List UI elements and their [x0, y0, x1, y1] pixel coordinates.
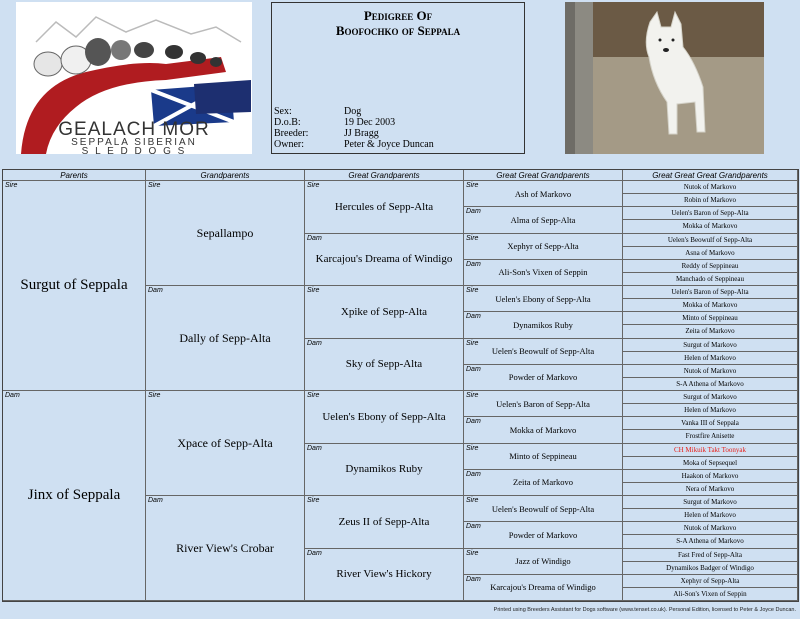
- info-value: 19 Dec 2003: [344, 117, 396, 128]
- gg-grandparent-name: Dynamikos Ruby: [513, 319, 573, 330]
- great-grandparent-cell: [305, 391, 464, 444]
- ggg-grandparent-cell: [623, 575, 798, 588]
- ggg-grandparent-cell: [623, 247, 798, 260]
- header-great-grandparents: Great Grandparents: [305, 170, 464, 181]
- sire-tag: Sire: [466, 444, 479, 452]
- ggg-grandparent-name: S-A Athena of Markovo: [676, 537, 744, 546]
- gg-grandparent-name: Powder of Markovo: [508, 372, 578, 383]
- info-label: D.o.B:: [274, 117, 301, 128]
- ggg-grandparent-cell: [623, 509, 798, 522]
- grandparent-name: River View's Crobar: [176, 540, 274, 555]
- ggg-grandparent-name: Robin of Markovo: [683, 196, 737, 205]
- info-label: Sex:: [274, 106, 292, 117]
- gg-grandparent-cell: [464, 444, 623, 470]
- gg-grandparent-cell: [464, 522, 623, 548]
- info-row-owner: [274, 139, 434, 150]
- ggg-grandparent-cell: [623, 260, 798, 273]
- great-grandparent-name: Dynamikos Ruby: [345, 463, 423, 476]
- header-parents: Parents: [3, 170, 146, 181]
- great-grandparent-name: River View's Hickory: [336, 568, 432, 581]
- dog-photo: [565, 2, 764, 154]
- footer-note: Printed using Breeders Assistant for Dogs software (www.tenset.co.uk). Personal Edition, licensed to Peter & Joyce Duncan.: [493, 607, 796, 613]
- gg-grandparent-cell: [464, 365, 623, 391]
- sire-tag: Sire: [5, 182, 18, 189]
- kennel-logo-name: GEALACH MOR: [58, 119, 210, 140]
- gg-grandparent-name: Powder of Markovo: [508, 529, 578, 540]
- great-grandparent-cell: [305, 496, 464, 549]
- sire-tag: Sire: [466, 234, 479, 242]
- gg-grandparent-cell: [464, 286, 623, 312]
- ggg-grandparent-name: Dynamikos Badger of Windigo: [666, 563, 754, 572]
- info-label: Owner:: [274, 139, 304, 150]
- ggg-grandparent-cell: [623, 496, 798, 509]
- gg-grandparent-name: Jazz of Windigo: [515, 556, 571, 567]
- info-value: JJ Bragg: [344, 128, 379, 139]
- ggg-grandparent-name: Uelen's Beowulf of Sepp-Alta: [667, 235, 753, 244]
- ggg-grandparent-cell: [623, 444, 798, 457]
- ggg-grandparent-cell: [623, 549, 798, 562]
- dam-tag: Dam: [307, 549, 322, 557]
- ggg-grandparent-name: Moka of Sepsequel: [682, 458, 738, 467]
- great-grandparent-name: Zeus II of Sepp-Alta: [338, 515, 430, 528]
- grandparent-cell: [146, 181, 305, 286]
- dam-tag: Dam: [466, 365, 481, 373]
- ggg-grandparent-cell: [623, 378, 798, 391]
- ggg-grandparent-cell: [623, 194, 798, 207]
- dog-name-title: Boofochko of Seppala: [335, 23, 461, 38]
- sire-tag: Sire: [307, 182, 320, 189]
- great-grandparent-name: Uelen's Ebony of Sepp-Alta: [322, 410, 446, 423]
- parent-name: Surgut of Seppala: [20, 277, 128, 293]
- gg-grandparent-cell: [464, 181, 623, 207]
- dam-tag: Dam: [466, 418, 481, 426]
- info-row-dob: [274, 117, 434, 128]
- gg-grandparent-name: Zeita of Markovo: [513, 477, 573, 488]
- ggg-grandparent-cell: [623, 365, 798, 378]
- dam-tag: Dam: [466, 575, 481, 583]
- sire-tag: Sire: [307, 497, 320, 504]
- gg-grandparent-name: Ali-Son's Vixen of Seppin: [498, 267, 588, 278]
- gg-grandparent-name: Uelen's Beowulf of Sepp-Alta: [491, 503, 595, 514]
- parent-cell: [3, 391, 146, 601]
- ggg-grandparent-cell: [623, 273, 798, 286]
- header-grandparents: Grandparents: [146, 170, 305, 181]
- ggg-grandparent-cell: [623, 339, 798, 352]
- ggg-grandparent-name: Nutok of Markovo: [683, 524, 737, 533]
- ggg-grandparent-name: Helen of Markovo: [684, 406, 736, 415]
- ggg-grandparent-name: Mokka of Markovo: [682, 222, 738, 231]
- great-grandparent-name: Karcajou's Dreama of Windigo: [315, 253, 453, 266]
- logo-subtitle-line-1: SEPPALA SIBERIAN: [71, 137, 197, 148]
- ggg-grandparent-cell: [623, 181, 798, 194]
- header-ggg-grandparents: Great Great Great Grandparents: [623, 170, 798, 181]
- gg-grandparent-cell: [464, 339, 623, 365]
- grandparent-name: Xpace of Sepp-Alta: [177, 435, 273, 450]
- header-gg-grandparents: Great Great Grandparents: [464, 170, 623, 181]
- dog-info-list: [274, 106, 434, 150]
- kennel-logo-subtitle: [16, 138, 252, 154]
- ggg-grandparent-cell: [623, 234, 798, 247]
- gg-grandparent-name: Minto of Seppineau: [509, 451, 577, 462]
- gg-grandparent-cell: [464, 417, 623, 443]
- gg-grandparent-cell: [464, 470, 623, 496]
- champion-name-highlight: CH Mikuik Takt Toonyak: [673, 445, 747, 454]
- pedigree-title-box: [271, 2, 525, 154]
- logo-subtitle-line-2: S L E D D O G S: [81, 146, 187, 154]
- ggg-grandparent-cell: [623, 352, 798, 365]
- dam-tag: Dam: [466, 313, 481, 321]
- gg-grandparent-name: Xephyr of Sepp-Alta: [507, 241, 579, 252]
- sire-tag: Sire: [307, 392, 320, 399]
- ggg-grandparent-cell: [623, 299, 798, 312]
- gg-grandparent-name: Uelen's Ebony of Sepp-Alta: [495, 293, 591, 304]
- sire-tag: Sire: [466, 339, 479, 347]
- sire-tag: Sire: [466, 497, 479, 504]
- great-grandparent-cell: [305, 549, 464, 602]
- sire-tag: Sire: [466, 549, 479, 557]
- info-value: Peter & Joyce Duncan: [344, 139, 434, 150]
- ggg-grandparent-name: Nutok of Markovo: [683, 183, 737, 192]
- great-grandparent-cell: [305, 339, 464, 392]
- ggg-grandparent-cell: [623, 325, 798, 338]
- ggg-grandparent-name: Fast Fred of Sepp-Alta: [678, 550, 742, 559]
- gg-grandparent-name: Ash of Markovo: [514, 188, 572, 199]
- ggg-grandparent-cell: [623, 391, 798, 404]
- sire-tag: Sire: [466, 287, 479, 294]
- dam-tag: Dam: [307, 444, 322, 452]
- great-grandparent-name: Hercules of Sepp-Alta: [334, 200, 434, 213]
- parent-cell: [3, 181, 146, 391]
- pedigree-title: [272, 8, 524, 38]
- ggg-grandparent-cell: [623, 522, 798, 535]
- ggg-grandparent-cell: [623, 562, 798, 575]
- ggg-grandparent-name: Surgut of Markovo: [683, 498, 737, 507]
- ggg-grandparent-name: Frostfire Anisette: [685, 432, 735, 441]
- ggg-grandparent-name: Surgut of Markovo: [683, 393, 737, 402]
- ggg-grandparent-cell: [623, 220, 798, 233]
- ggg-grandparent-name: Ali-Son's Vixen of Seppin: [673, 589, 747, 598]
- info-row-sex: [274, 106, 434, 117]
- great-grandparent-cell: [305, 181, 464, 234]
- grandparent-cell: [146, 286, 305, 391]
- ggg-grandparent-name: Minto of Seppineau: [682, 314, 738, 323]
- pedigree-table: [2, 169, 799, 602]
- great-grandparent-cell: [305, 286, 464, 339]
- kennel-logo: [16, 2, 252, 154]
- grandparent-name: Dally of Sepp-Alta: [179, 330, 271, 345]
- dam-tag: Dam: [466, 470, 481, 478]
- sire-tag: Sire: [466, 182, 479, 189]
- gg-grandparent-cell: [464, 549, 623, 575]
- ggg-grandparent-name: Uelen's Baron of Sepp-Alta: [671, 209, 749, 218]
- ggg-grandparent-name: S-A Athena of Markovo: [676, 379, 744, 388]
- great-grandparent-name: Xpike of Sepp-Alta: [340, 305, 428, 318]
- ggg-grandparent-name: Haakon of Markovo: [681, 471, 739, 480]
- parent-name: Jinx of Seppala: [27, 487, 121, 503]
- ggg-grandparent-cell: [623, 286, 798, 299]
- ggg-grandparent-cell: [623, 430, 798, 443]
- ggg-grandparent-cell: [623, 417, 798, 430]
- dam-tag: Dam: [148, 287, 163, 294]
- gg-grandparent-name: Uelen's Baron of Sepp-Alta: [496, 398, 590, 409]
- ggg-grandparent-cell: [623, 207, 798, 220]
- dam-tag: Dam: [307, 234, 322, 242]
- dam-tag: Dam: [466, 260, 481, 268]
- ggg-grandparent-name: Asna of Markovo: [685, 248, 735, 257]
- ggg-grandparent-cell: [623, 588, 798, 601]
- ggg-grandparent-name: Vanka III of Seppala: [681, 419, 739, 428]
- gg-grandparent-cell: [464, 575, 623, 601]
- ggg-grandparent-cell: [623, 535, 798, 548]
- ggg-grandparent-name: Reddy of Seppineau: [681, 261, 739, 270]
- gg-grandparent-cell: [464, 391, 623, 417]
- gg-grandparent-cell: [464, 260, 623, 286]
- great-grandparent-cell: [305, 234, 464, 287]
- grandparent-cell: [146, 391, 305, 496]
- dam-tag: Dam: [466, 208, 481, 216]
- dam-tag: Dam: [148, 497, 163, 504]
- ggg-grandparent-name: Helen of Markovo: [684, 511, 736, 520]
- sire-tag: Sire: [466, 392, 479, 399]
- ggg-grandparent-name: Manchado of Seppineau: [675, 274, 745, 283]
- ggg-grandparent-name: Mokka of Markovo: [682, 301, 738, 310]
- ggg-grandparent-cell: [623, 470, 798, 483]
- sire-tag: Sire: [148, 182, 161, 189]
- sire-tag: Sire: [307, 287, 320, 294]
- ggg-grandparent-name: Surgut of Markovo: [683, 340, 737, 349]
- info-row-breeder: [274, 128, 434, 139]
- ggg-grandparent-cell: [623, 483, 798, 496]
- gg-grandparent-name: Karcajou's Dreama of Windigo: [490, 582, 596, 593]
- dam-tag: Dam: [5, 392, 20, 399]
- info-label: Breeder:: [274, 128, 309, 139]
- gg-grandparent-name: Uelen's Beowulf of Sepp-Alta: [491, 346, 595, 357]
- gg-grandparent-name: Mokka of Markovo: [509, 424, 577, 435]
- gg-grandparent-cell: [464, 207, 623, 233]
- great-grandparent-cell: [305, 444, 464, 497]
- gg-grandparent-cell: [464, 312, 623, 338]
- gg-grandparent-cell: [464, 234, 623, 260]
- dam-tag: Dam: [466, 523, 481, 531]
- gg-grandparent-cell: [464, 496, 623, 522]
- ggg-grandparent-cell: [623, 312, 798, 325]
- ggg-grandparent-name: Zeita of Markovo: [685, 327, 735, 336]
- ggg-grandparent-cell: [623, 404, 798, 417]
- gg-grandparent-name: Alma of Sepp-Alta: [510, 214, 576, 225]
- ggg-grandparent-name: Nutok of Markovo: [683, 366, 737, 375]
- ggg-grandparent-name: Helen of Markovo: [684, 353, 736, 362]
- sire-tag: Sire: [148, 392, 161, 399]
- ggg-grandparent-cell: [623, 457, 798, 470]
- pedigree-title-line-1: Pedigree Of: [363, 8, 433, 23]
- ggg-grandparent-name: Nera of Markovo: [685, 484, 735, 493]
- grandparent-cell: [146, 496, 305, 601]
- dog-photo-graphic: [565, 2, 764, 154]
- ggg-grandparent-name: Uelen's Baron of Sepp-Alta: [671, 288, 749, 297]
- grandparent-name: Sepallampo: [196, 225, 254, 240]
- dam-tag: Dam: [307, 339, 322, 347]
- info-value: Dog: [344, 106, 362, 117]
- ggg-grandparent-name: Xephyr of Sepp-Alta: [680, 576, 740, 585]
- great-grandparent-name: Sky of Sepp-Alta: [345, 358, 423, 371]
